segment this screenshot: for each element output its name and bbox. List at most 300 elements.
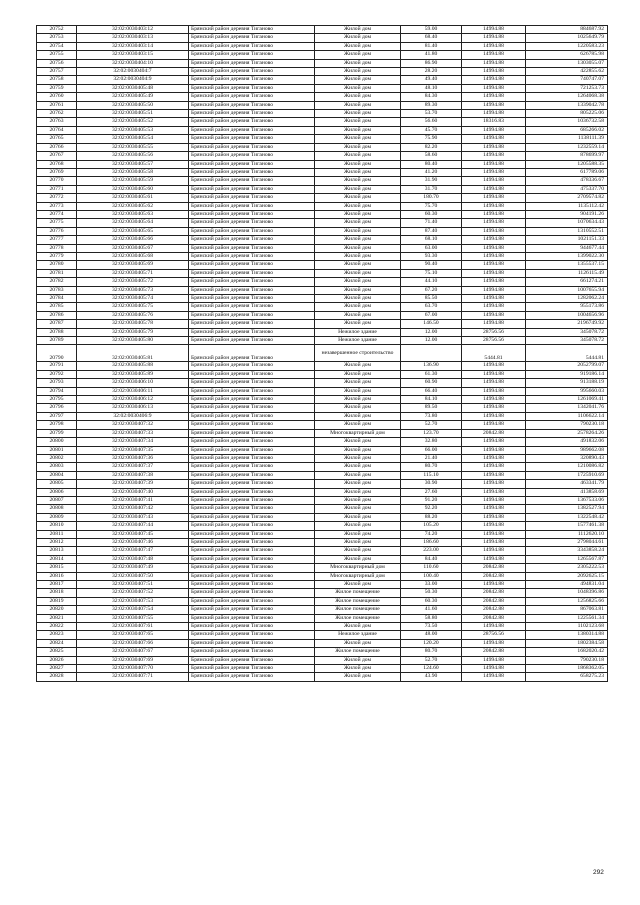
area-cell: 61.30: [401, 370, 462, 378]
table-row: [37, 606, 608, 614]
cadastral-number-cell: 32:02:0030404:10: [77, 59, 189, 67]
cadastral-value-cell: 2196749.92: [526, 320, 608, 328]
rate-cell: 14994.88: [462, 538, 526, 546]
row-number-cell: 20804: [37, 471, 77, 479]
object-type-cell: Жилое помещение: [315, 597, 401, 605]
cadastral-number-cell: 32:02:0030407:46: [77, 538, 189, 546]
table-row: [37, 496, 608, 504]
cadastral-number-cell: 32:02:0030405:55: [77, 143, 189, 151]
area-cell: 136.90: [401, 362, 462, 370]
row-number-cell: 20798: [37, 421, 77, 429]
cadastral-number-cell: 32:02:0030407:43: [77, 513, 189, 521]
address-cell: Брянский район деревня Тиганово: [189, 126, 315, 134]
rate-cell: 20842.88: [462, 597, 526, 605]
row-number-cell: 20781: [37, 269, 77, 277]
table-row: [37, 673, 608, 681]
object-type-cell: Жилой дом: [315, 547, 401, 555]
object-type-cell: Нежилое здание: [315, 337, 401, 345]
row-number-cell: 20811: [37, 530, 77, 538]
table-row: [37, 185, 608, 193]
rate-cell: 14994.88: [462, 185, 526, 193]
cadastral-number-cell: 32:02:0030407:40: [77, 488, 189, 496]
row-number-cell: 20767: [37, 152, 77, 160]
rate-cell: 14994.88: [462, 530, 526, 538]
cadastral-number-cell: 32:02:0030406:11: [77, 387, 189, 395]
row-number-cell: 20786: [37, 311, 77, 319]
object-type-cell: Жилой дом: [315, 295, 401, 303]
cadastral-value-cell: 1256825.66: [526, 597, 608, 605]
cadastral-number-cell: 32:02:0030407:44: [77, 522, 189, 530]
rate-cell: 14994.88: [462, 505, 526, 513]
cadastral-number-cell: 32:02:0030407:49: [77, 564, 189, 572]
cadastral-number-cell: 32:02:0030405:80: [77, 337, 189, 345]
area-cell: 89.50: [401, 404, 462, 412]
cadastral-value-cell: 1282062.24: [526, 295, 608, 303]
cadastral-value-cell: 1682020.42: [526, 648, 608, 656]
row-number-cell: 20820: [37, 606, 77, 614]
object-type-cell: Жилой дом: [315, 362, 401, 370]
area-cell: 115.10: [401, 471, 462, 479]
table-row: [37, 168, 608, 176]
address-cell: Брянский район деревня Тиганово: [189, 547, 315, 555]
rate-cell: 28756.56: [462, 337, 526, 345]
object-type-cell: Жилой дом: [315, 303, 401, 311]
cadastral-value-cell: 1210086.82: [526, 463, 608, 471]
object-type-cell: Жилой дом: [315, 135, 401, 143]
cadastral-value-cell: 2709574.82: [526, 194, 608, 202]
object-type-cell: Жилой дом: [315, 555, 401, 563]
object-type-cell: Жилой дом: [315, 505, 401, 513]
area-cell: 124.60: [401, 665, 462, 673]
row-number-cell: 20802: [37, 454, 77, 462]
table-row: [37, 446, 608, 454]
cadastral-value-cell: 919186.14: [526, 370, 608, 378]
row-number-cell: 20752: [37, 26, 77, 34]
cadastral-value-cell: 1106622.14: [526, 412, 608, 420]
rate-cell: 14994.88: [462, 236, 526, 244]
rate-cell: 20842.88: [462, 648, 526, 656]
area-cell: 60.30: [401, 597, 462, 605]
rate-cell: 14994.88: [462, 488, 526, 496]
rate-cell: 14994.88: [462, 639, 526, 647]
cadastral-value-cell: 494831.04: [526, 581, 608, 589]
table-row: [37, 26, 608, 34]
rate-cell: 14994.88: [462, 252, 526, 260]
cadastral-value-cell: 740747.07: [526, 76, 608, 84]
area-cell: 60.90: [401, 379, 462, 387]
address-cell: Брянский район деревня Тиганово: [189, 513, 315, 521]
area-cell: 84.30: [401, 93, 462, 101]
row-number-cell: 20765: [37, 135, 77, 143]
address-cell: Брянский район деревня Тиганово: [189, 93, 315, 101]
cadastral-number-cell: 32:02:0030406:13: [77, 404, 189, 412]
row-number-cell: 20764: [37, 126, 77, 134]
cadastral-value-cell: 805225.06: [526, 110, 608, 118]
cadastral-value-cell: 1007655.94: [526, 286, 608, 294]
address-cell: Брянский район деревня Тиганово: [189, 168, 315, 176]
row-number-cell: 20797: [37, 412, 77, 420]
cadastral-value-cell: 2578264.26: [526, 429, 608, 437]
row-number-cell: 20825: [37, 648, 77, 656]
row-number-cell: 20763: [37, 118, 77, 126]
rate-cell: 14994.88: [462, 387, 526, 395]
cadastral-number-cell: 32:02:0030407:36: [77, 454, 189, 462]
cadastral-number-cell: 32:02:0030405:67: [77, 244, 189, 252]
cadastral-value-cell: 1399022.30: [526, 252, 608, 260]
table-row: [37, 522, 608, 530]
cadastral-value-cell: 1577461.38: [526, 522, 608, 530]
row-number-cell: 20822: [37, 623, 77, 631]
address-cell: Брянский район деревня Тиганово: [189, 34, 315, 42]
object-type-cell: Жилое помещение: [315, 589, 401, 597]
table-row: [37, 572, 608, 580]
row-number-cell: 20759: [37, 84, 77, 92]
address-cell: Брянский район деревня Тиганово: [189, 370, 315, 378]
object-type-cell: Нежилое здание: [315, 631, 401, 639]
area-cell: 146.50: [401, 320, 462, 328]
table-row: [37, 68, 608, 76]
address-cell: Брянский район деревня Тиганово: [189, 135, 315, 143]
cadastral-number-cell: 32:02:0030406:10: [77, 379, 189, 387]
cadastral-value-cell: 1355537.15: [526, 261, 608, 269]
area-cell: 90.40: [401, 261, 462, 269]
object-type-cell: Жилой дом: [315, 227, 401, 235]
area-cell: 91.20: [401, 496, 462, 504]
row-number-cell: 20785: [37, 303, 77, 311]
cadastral-value-cell: 989662.08: [526, 446, 608, 454]
table-row: [37, 614, 608, 622]
cadastral-value-cell: 2798044.61: [526, 538, 608, 546]
row-number-cell: 20779: [37, 252, 77, 260]
rate-cell: 14994.88: [462, 76, 526, 84]
object-type-cell: Жилой дом: [315, 463, 401, 471]
table-row: [37, 202, 608, 210]
cadastral-number-cell: 32:02:0030405:51: [77, 110, 189, 118]
table-row: [37, 631, 608, 639]
rate-cell: 14994.88: [462, 26, 526, 34]
object-type-cell: Жилой дом: [315, 177, 401, 185]
cadastral-value-cell: 320890.43: [526, 454, 608, 462]
rate-cell: 14994.88: [462, 93, 526, 101]
address-cell: Брянский район деревня Тиганово: [189, 555, 315, 563]
address-cell: Брянский район деревня Тиганово: [189, 623, 315, 631]
rate-cell: 14994.88: [462, 396, 526, 404]
cadastral-value-cell: 2092625.15: [526, 572, 608, 580]
table-row: [37, 530, 608, 538]
address-cell: Брянский район деревня Тиганово: [189, 412, 315, 420]
area-cell: 50.30: [401, 589, 462, 597]
object-type-cell: Жилой дом: [315, 522, 401, 530]
cadastral-number-cell: 32:02:0030405:72: [77, 278, 189, 286]
table-row: [37, 513, 608, 521]
cadastral-number-cell: 32:02:0030407:55: [77, 614, 189, 622]
table-row: [37, 210, 608, 218]
cadastral-value-cell: 1220583.23: [526, 42, 608, 50]
row-number-cell: 20777: [37, 236, 77, 244]
address-cell: Брянский район деревня Тиганово: [189, 429, 315, 437]
row-number-cell: 20774: [37, 210, 77, 218]
address-cell: Брянский район деревня Тиганово: [189, 26, 315, 34]
cadastral-value-cell: 1225561.34: [526, 614, 608, 622]
area-cell: 63.70: [401, 303, 462, 311]
cadastral-value-cell: 1382527.94: [526, 505, 608, 513]
table-row: [37, 194, 608, 202]
area-cell: 59.00: [401, 26, 462, 34]
address-cell: Брянский район деревня Тиганово: [189, 110, 315, 118]
address-cell: Брянский район деревня Тиганово: [189, 639, 315, 647]
row-number-cell: 20817: [37, 581, 77, 589]
cadastral-number-cell: 32:02:0030405:74: [77, 295, 189, 303]
table-row: [37, 320, 608, 328]
table-row: [37, 488, 608, 496]
area-cell: 31.90: [401, 177, 462, 185]
address-cell: Брянский район деревня Тиганово: [189, 328, 315, 336]
address-cell: Брянский район деревня Тиганово: [189, 522, 315, 530]
address-cell: Брянский район деревня Тиганово: [189, 606, 315, 614]
cadastral-value-cell: 1303055.07: [526, 59, 608, 67]
rate-cell: 14994.88: [462, 59, 526, 67]
area-cell: 58.80: [401, 614, 462, 622]
area-cell: 100.40: [401, 572, 462, 580]
object-type-cell: Жилой дом: [315, 496, 401, 504]
object-type-cell: Жилой дом: [315, 252, 401, 260]
area-cell: 186.60: [401, 538, 462, 546]
row-number-cell: 20819: [37, 597, 77, 605]
rate-cell: 14994.88: [462, 51, 526, 59]
cadastral-number-cell: 32:02:0030407:67: [77, 648, 189, 656]
rate-cell: 14994.88: [462, 496, 526, 504]
area-cell: 84.10: [401, 396, 462, 404]
object-type-cell: Жилой дом: [315, 26, 401, 34]
rate-cell: 20842.88: [462, 564, 526, 572]
row-number-cell: 20824: [37, 639, 77, 647]
cadastral-number-cell: 32:02:0030405:53: [77, 126, 189, 134]
table-row: [37, 471, 608, 479]
area-cell: 73.80: [401, 412, 462, 420]
address-cell: Брянский район деревня Тиганово: [189, 202, 315, 210]
address-cell: Брянский район деревня Тиганово: [189, 572, 315, 580]
address-cell: Брянский район деревня Тиганово: [189, 143, 315, 151]
table-row: [37, 126, 608, 134]
area-cell: 67.20: [401, 286, 462, 294]
cadastral-value-cell: 790230.18: [526, 656, 608, 664]
cadastral-number-cell: 32:02:0030405:57: [77, 160, 189, 168]
table-row: [37, 236, 608, 244]
area-cell: 223.00: [401, 547, 462, 555]
address-cell: Брянский район деревня Тиганово: [189, 269, 315, 277]
rate-cell: 20842.88: [462, 614, 526, 622]
table-row: [37, 639, 608, 647]
table-row: [37, 505, 608, 513]
cadastral-number-cell: 32:02:0030405:62: [77, 202, 189, 210]
object-type-cell: Жилой дом: [315, 143, 401, 151]
address-cell: Брянский район деревня Тиганово: [189, 320, 315, 328]
cadastral-number-cell: 32:02:0030407:65: [77, 631, 189, 639]
area-cell: 48.10: [401, 84, 462, 92]
table-row: [37, 152, 608, 160]
row-number-cell: 20783: [37, 286, 77, 294]
rate-cell: 14994.88: [462, 194, 526, 202]
address-cell: Брянский район деревня Тиганово: [189, 396, 315, 404]
table-row: [37, 581, 608, 589]
cadastral-value-cell: 478336.67: [526, 177, 608, 185]
rate-cell: 20842.88: [462, 429, 526, 437]
rate-cell: 14994.88: [462, 269, 526, 277]
object-type-cell: Жилой дом: [315, 513, 401, 521]
rate-cell: 14994.88: [462, 673, 526, 681]
address-cell: Брянский район деревня Тиганово: [189, 648, 315, 656]
area-cell: 86.90: [401, 59, 462, 67]
address-cell: Брянский район деревня Тиганово: [189, 496, 315, 504]
area-cell: 31.70: [401, 185, 462, 193]
table-row: [37, 480, 608, 488]
row-number-cell: 20766: [37, 143, 77, 151]
cadastral-value-cell: 422855.62: [526, 68, 608, 76]
cadastral-number-cell: 32:02:0030405:49: [77, 93, 189, 101]
table-row: [37, 589, 608, 597]
rate-cell: 14994.88: [462, 522, 526, 530]
cadastral-number-cell: 32:02:0030407:41: [77, 496, 189, 504]
cadastral-value-cell: 1322548.42: [526, 513, 608, 521]
cadastral-number-cell: 32:02:0030405:61: [77, 194, 189, 202]
rate-cell: 14994.88: [462, 438, 526, 446]
address-cell: Брянский район деревня Тиганово: [189, 597, 315, 605]
area-cell: 27.60: [401, 488, 462, 496]
area-cell: 120.20: [401, 639, 462, 647]
table-row: [37, 454, 608, 462]
object-type-cell: Жилой дом: [315, 581, 401, 589]
row-number-cell: 20776: [37, 227, 77, 235]
cadastral-value-cell: 1261069.41: [526, 396, 608, 404]
row-number-cell: 20762: [37, 110, 77, 118]
rate-cell: 14994.88: [462, 278, 526, 286]
rate-cell: 28756.56: [462, 328, 526, 336]
table-row: [37, 84, 608, 92]
page-number: 292: [593, 869, 604, 876]
row-number-cell: 20796: [37, 404, 77, 412]
table-row: [37, 269, 608, 277]
cadastral-number-cell: 32:02:0030407:70: [77, 665, 189, 673]
cadastral-value-cell: 904191.26: [526, 210, 608, 218]
cadastral-value-cell: 658275.23: [526, 673, 608, 681]
object-type-cell: Жилой дом: [315, 370, 401, 378]
cadastral-number-cell: 32:02:0030407:42: [77, 505, 189, 513]
object-type-cell: Жилой дом: [315, 93, 401, 101]
table-row: [37, 463, 608, 471]
table-row: [37, 110, 608, 118]
cadastral-value-cell: 1339042.78: [526, 101, 608, 109]
object-type-cell: Жилое помещение: [315, 648, 401, 656]
row-number-cell: 20771: [37, 185, 77, 193]
rate-cell: 14994.88: [462, 160, 526, 168]
object-type-cell: Жилой дом: [315, 110, 401, 118]
address-cell: Брянский район деревня Тиганово: [189, 101, 315, 109]
object-type-cell: Жилой дом: [315, 538, 401, 546]
object-type-cell: Жилой дом: [315, 194, 401, 202]
table-row: [37, 101, 608, 109]
rate-cell: 14994.88: [462, 547, 526, 555]
cadastral-number-cell: 32:02:0030407:34: [77, 438, 189, 446]
table-row: [37, 370, 608, 378]
object-type-cell: Жилой дом: [315, 530, 401, 538]
object-type-cell: Жилой дом: [315, 471, 401, 479]
area-cell: 93.30: [401, 252, 462, 260]
area-cell: 88.20: [401, 513, 462, 521]
row-number-cell: 20790: [37, 345, 77, 362]
address-cell: Брянский район деревня Тиганово: [189, 76, 315, 84]
address-cell: Брянский район деревня Тиганово: [189, 185, 315, 193]
table-row: [37, 412, 608, 420]
row-number-cell: 20775: [37, 219, 77, 227]
cadastral-number-cell: 32:02:0030405:65: [77, 227, 189, 235]
object-type-cell: Жилой дом: [315, 76, 401, 84]
object-type-cell: Многоквартирный дом: [315, 429, 401, 437]
area-cell: 67.00: [401, 311, 462, 319]
table-row: [37, 404, 608, 412]
table-row: [37, 362, 608, 370]
row-number-cell: 20827: [37, 665, 77, 673]
address-cell: Брянский район деревня Тиганово: [189, 387, 315, 395]
row-number-cell: 20778: [37, 244, 77, 252]
address-cell: Брянский район деревня Тиганово: [189, 236, 315, 244]
row-number-cell: 20801: [37, 446, 77, 454]
cadastral-value-cell: 790230.18: [526, 421, 608, 429]
rate-cell: 5444.81: [462, 345, 526, 362]
address-cell: Брянский район деревня Тиганово: [189, 51, 315, 59]
cadastral-number-cell: 32:02:0030405:64: [77, 219, 189, 227]
area-cell: 66.40: [401, 387, 462, 395]
rate-cell: 14994.88: [462, 463, 526, 471]
address-cell: Брянский район деревня Тиганово: [189, 665, 315, 673]
table-row: [37, 345, 608, 362]
area-cell: 85.50: [401, 295, 462, 303]
cadastral-number-cell: 32:02:0030407:61: [77, 623, 189, 631]
row-number-cell: 20761: [37, 101, 77, 109]
rate-cell: 14994.88: [462, 471, 526, 479]
address-cell: Брянский район деревня Тиганово: [189, 673, 315, 681]
rate-cell: 14994.88: [462, 177, 526, 185]
table-row: [37, 261, 608, 269]
table-row: [37, 379, 608, 387]
address-cell: Брянский район деревня Тиганово: [189, 631, 315, 639]
rate-cell: 14994.88: [462, 286, 526, 294]
object-type-cell: Жилое помещение: [315, 606, 401, 614]
area-cell: 89.30: [401, 101, 462, 109]
row-number-cell: 20792: [37, 370, 77, 378]
cadastral-number-cell: 32:02:0030405:79: [77, 328, 189, 336]
cadastral-number-cell: 32:02:0030404:7: [77, 68, 189, 76]
row-number-cell: 20769: [37, 168, 77, 176]
cadastral-number-cell: 32:02:0030407:52: [77, 589, 189, 597]
cadastral-value-cell: 721253.73: [526, 84, 608, 92]
cadastral-number-cell: 32:02:0030405:56: [77, 152, 189, 160]
area-cell: 41.80: [401, 51, 462, 59]
rate-cell: 14994.88: [462, 480, 526, 488]
cadastral-value-cell: 413858.69: [526, 488, 608, 496]
cadastral-value-cell: 617789.06: [526, 168, 608, 176]
rate-cell: 14994.88: [462, 454, 526, 462]
rate-cell: 14994.88: [462, 261, 526, 269]
area-cell: 48.00: [401, 631, 462, 639]
area-cell: 52.70: [401, 656, 462, 664]
rate-cell: 14994.88: [462, 227, 526, 235]
rate-cell: 14994.88: [462, 623, 526, 631]
rate-cell: 18316.83: [462, 118, 526, 126]
table-row: [37, 564, 608, 572]
row-number-cell: 20814: [37, 555, 77, 563]
row-number-cell: 20784: [37, 295, 77, 303]
cadastral-value-cell: 884687.92: [526, 26, 608, 34]
